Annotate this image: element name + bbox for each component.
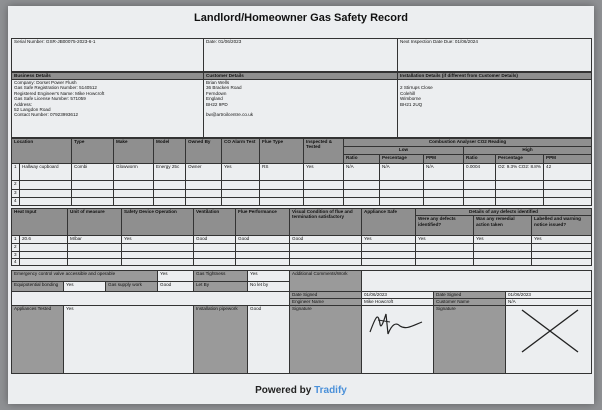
additional-comments-label: Additional Comments/Work bbox=[290, 271, 362, 292]
bottom-section-table bbox=[11, 270, 592, 374]
cell-co-alarm: Yes bbox=[222, 163, 260, 181]
customer-country: England bbox=[206, 96, 223, 102]
installation-details bbox=[398, 80, 592, 138]
col-warning-notice: Labelled and warning notice issued? bbox=[532, 216, 592, 236]
col-heat-input: Heat Input bbox=[12, 209, 68, 236]
cell-location: Hallway cupboard bbox=[20, 163, 72, 181]
cell-flue-type: RS bbox=[260, 163, 304, 181]
cell-low-ppm: N/A bbox=[424, 163, 464, 181]
row-number: 3 bbox=[12, 189, 20, 197]
cell-unit: M/bar bbox=[68, 236, 122, 244]
customer-signature-label: Signature bbox=[434, 306, 506, 374]
table-row bbox=[12, 258, 592, 265]
col-owned-by: Owned By bbox=[186, 139, 222, 164]
row-number: 1 bbox=[12, 163, 20, 181]
business-address: 52 Langdon Road bbox=[14, 107, 51, 113]
cell-high-ppm: 42 bbox=[544, 163, 592, 181]
cell-defects: Yes bbox=[416, 236, 474, 244]
row-number: 4 bbox=[12, 197, 20, 205]
cross-mark-icon bbox=[508, 306, 592, 356]
col-high-ppm: PPM bbox=[544, 155, 592, 163]
col-low-percentage: Percentage bbox=[380, 155, 424, 163]
signature-scribble-icon bbox=[364, 306, 428, 344]
cell-make: Glowworm bbox=[114, 163, 154, 181]
cell-low-ratio: N/A bbox=[344, 163, 380, 181]
high-reading-header: High bbox=[464, 147, 592, 155]
cell-high-ratio: 0.0004 bbox=[464, 163, 496, 181]
col-defects-identified: Were any defects identified? bbox=[416, 216, 474, 236]
customer-date-signed-value: 01/06/2023 bbox=[506, 292, 592, 299]
business-license-number: Gas Safe License Number: 571059 bbox=[14, 96, 86, 102]
cell-type: Combi bbox=[72, 163, 114, 181]
business-company: Company: Dorset Power Flush bbox=[14, 80, 77, 85]
installation-details-header: Installation Details (if different from Customer Details) bbox=[398, 73, 592, 80]
ecv-label: Emergency control valve accessible and operable bbox=[12, 271, 158, 282]
appliance-table bbox=[11, 138, 592, 206]
business-gas-safe-reg: Gas Safe Registration Number: 5140512 bbox=[14, 85, 97, 91]
customer-street: 36 Bracken Road bbox=[206, 85, 242, 91]
col-low-ratio: Ratio bbox=[344, 155, 380, 163]
bonding-value: Yes bbox=[64, 282, 106, 292]
col-low-ppm: PPM bbox=[424, 155, 464, 163]
date-signed-value: 01/06/2023 bbox=[362, 292, 434, 299]
safety-checks-table bbox=[11, 208, 592, 266]
row-number: 2 bbox=[12, 181, 20, 189]
col-flue-performance: Flue Performance bbox=[236, 209, 290, 236]
customer-name-label: Customer Name bbox=[434, 299, 506, 306]
serial-number: Serial Number: GSR-JB00075-2023-6-1 bbox=[12, 39, 204, 72]
col-inspected-tested: Inspected & Tested bbox=[304, 139, 344, 164]
gas-supply-value: Good bbox=[158, 282, 194, 292]
col-high-ratio: Ratio bbox=[464, 155, 496, 163]
col-type: Type bbox=[72, 139, 114, 164]
cell-safety-device: Yes bbox=[122, 236, 194, 244]
header-info-table bbox=[11, 38, 592, 72]
customer-town: Ferndown bbox=[206, 90, 227, 96]
customer-postcode: BH22 9PD bbox=[206, 101, 228, 107]
engineer-name-value: Mike Howcroft bbox=[362, 299, 434, 306]
customer-details bbox=[204, 80, 398, 138]
gas-safety-record-sheet bbox=[8, 6, 594, 404]
tradify-brand: Tradify bbox=[314, 385, 347, 396]
pipework-value: Good bbox=[248, 306, 290, 374]
row-number: 1 bbox=[12, 236, 20, 244]
cell-appliance-safe: Yes bbox=[362, 236, 416, 244]
cell-model: Energy 25c bbox=[154, 163, 186, 181]
engineer-name-label: Engineer Name bbox=[290, 299, 362, 306]
customer-name: Brian Wells bbox=[206, 80, 230, 85]
col-make: Make bbox=[114, 139, 154, 164]
cell-heat-input: 20.6 bbox=[20, 236, 68, 244]
next-inspection-date: Next Inspection Date Due: 01/06/2024 bbox=[398, 39, 592, 72]
cell-inspected: Yes bbox=[304, 163, 344, 181]
pipework-label: Installation pipework bbox=[194, 306, 248, 374]
appliances-tested-label: Appliances Tested bbox=[12, 306, 64, 374]
business-details bbox=[12, 80, 204, 138]
table-row bbox=[12, 236, 592, 244]
defects-header: Details of any defects identified bbox=[416, 209, 592, 216]
let-by-label: Let By bbox=[194, 282, 248, 292]
col-ventilation: Ventilation bbox=[194, 209, 236, 236]
details-table bbox=[11, 72, 592, 138]
record-date: Date: 01/06/2023 bbox=[204, 39, 398, 72]
col-unit-of-measure: Unit of measure bbox=[68, 209, 122, 236]
col-co-alarm-test: CO Alarm Test bbox=[222, 139, 260, 164]
row-number: 3 bbox=[12, 251, 20, 258]
table-row bbox=[12, 163, 592, 181]
business-contact-number: Contact Number: 07923993612 bbox=[14, 112, 79, 118]
col-remedial-action: Was any remedial action taken bbox=[474, 216, 532, 236]
installation-postcode: BH21 2UQ bbox=[400, 101, 423, 107]
table-row bbox=[12, 197, 592, 205]
gas-tightness-value: Yes bbox=[248, 271, 290, 282]
cell-low-percentage: N/A bbox=[380, 163, 424, 181]
table-row bbox=[12, 244, 592, 251]
cell-warning: Yes bbox=[532, 236, 592, 244]
col-model: Model bbox=[154, 139, 186, 164]
customer-email: bw@artroilcentre.co.uk bbox=[206, 112, 254, 118]
cell-flue-performance: Good bbox=[236, 236, 290, 244]
additional-comments-value bbox=[362, 271, 592, 292]
date-signed-label: Date Signed bbox=[290, 292, 362, 299]
cell-ventilation: Good bbox=[194, 236, 236, 244]
cell-visual-condition: Good bbox=[290, 236, 362, 244]
col-flue-type: Flue Type bbox=[260, 139, 304, 164]
customer-name-value: N/A bbox=[506, 299, 592, 306]
business-details-header: Business Details bbox=[12, 73, 204, 80]
cell-remedial: Yes bbox=[474, 236, 532, 244]
cell-high-percentage: O2: 9.3% CO2: 8.8% bbox=[496, 163, 544, 181]
installation-town: Wimborne bbox=[400, 96, 421, 102]
let-by-value: No let by bbox=[248, 282, 290, 292]
col-safety-device: Safety Device Operation bbox=[122, 209, 194, 236]
col-visual-condition: Visual Condition of flue and termination satisfactory bbox=[290, 209, 362, 236]
gas-supply-label: Gas supply work bbox=[106, 282, 158, 292]
installation-street: 2 Stirrups Close bbox=[400, 85, 433, 91]
col-appliance-safe: Appliance Safe bbox=[362, 209, 416, 236]
row-number: 2 bbox=[12, 244, 20, 251]
table-row bbox=[12, 189, 592, 197]
low-reading-header: Low bbox=[344, 147, 464, 155]
cell-owned-by: Owner bbox=[186, 163, 222, 181]
bonding-label: Equipotential bonding bbox=[12, 282, 64, 292]
ecv-value: Yes bbox=[158, 271, 194, 282]
installation-area: Colehill bbox=[400, 90, 416, 96]
customer-signature bbox=[506, 306, 592, 374]
powered-by-footer bbox=[8, 385, 594, 396]
table-row bbox=[12, 251, 592, 258]
combustion-analyser-header: Combustion Analyser CO2 Reading bbox=[344, 139, 592, 147]
table-row bbox=[12, 181, 592, 189]
engineer-signature bbox=[362, 306, 434, 374]
powered-by-label: Powered by bbox=[255, 385, 312, 396]
engineer-signature-label: Signature bbox=[290, 306, 362, 374]
business-address-label: Address: bbox=[14, 101, 33, 107]
document-title: Landlord/Homeowner Gas Safety Record bbox=[194, 12, 408, 24]
appliances-tested-value: Yes bbox=[64, 306, 194, 374]
row-number: 4 bbox=[12, 258, 20, 265]
customer-date-signed-label: Date Signed bbox=[434, 292, 506, 299]
gas-tightness-label: Gas Tightness bbox=[194, 271, 248, 282]
col-location: Location bbox=[12, 139, 72, 164]
business-engineer-name: Registered Engineer's Name: Mike Howcroft bbox=[14, 90, 105, 96]
col-high-percentage: Percentage bbox=[496, 155, 544, 163]
customer-details-header: Customer Details bbox=[204, 73, 398, 80]
